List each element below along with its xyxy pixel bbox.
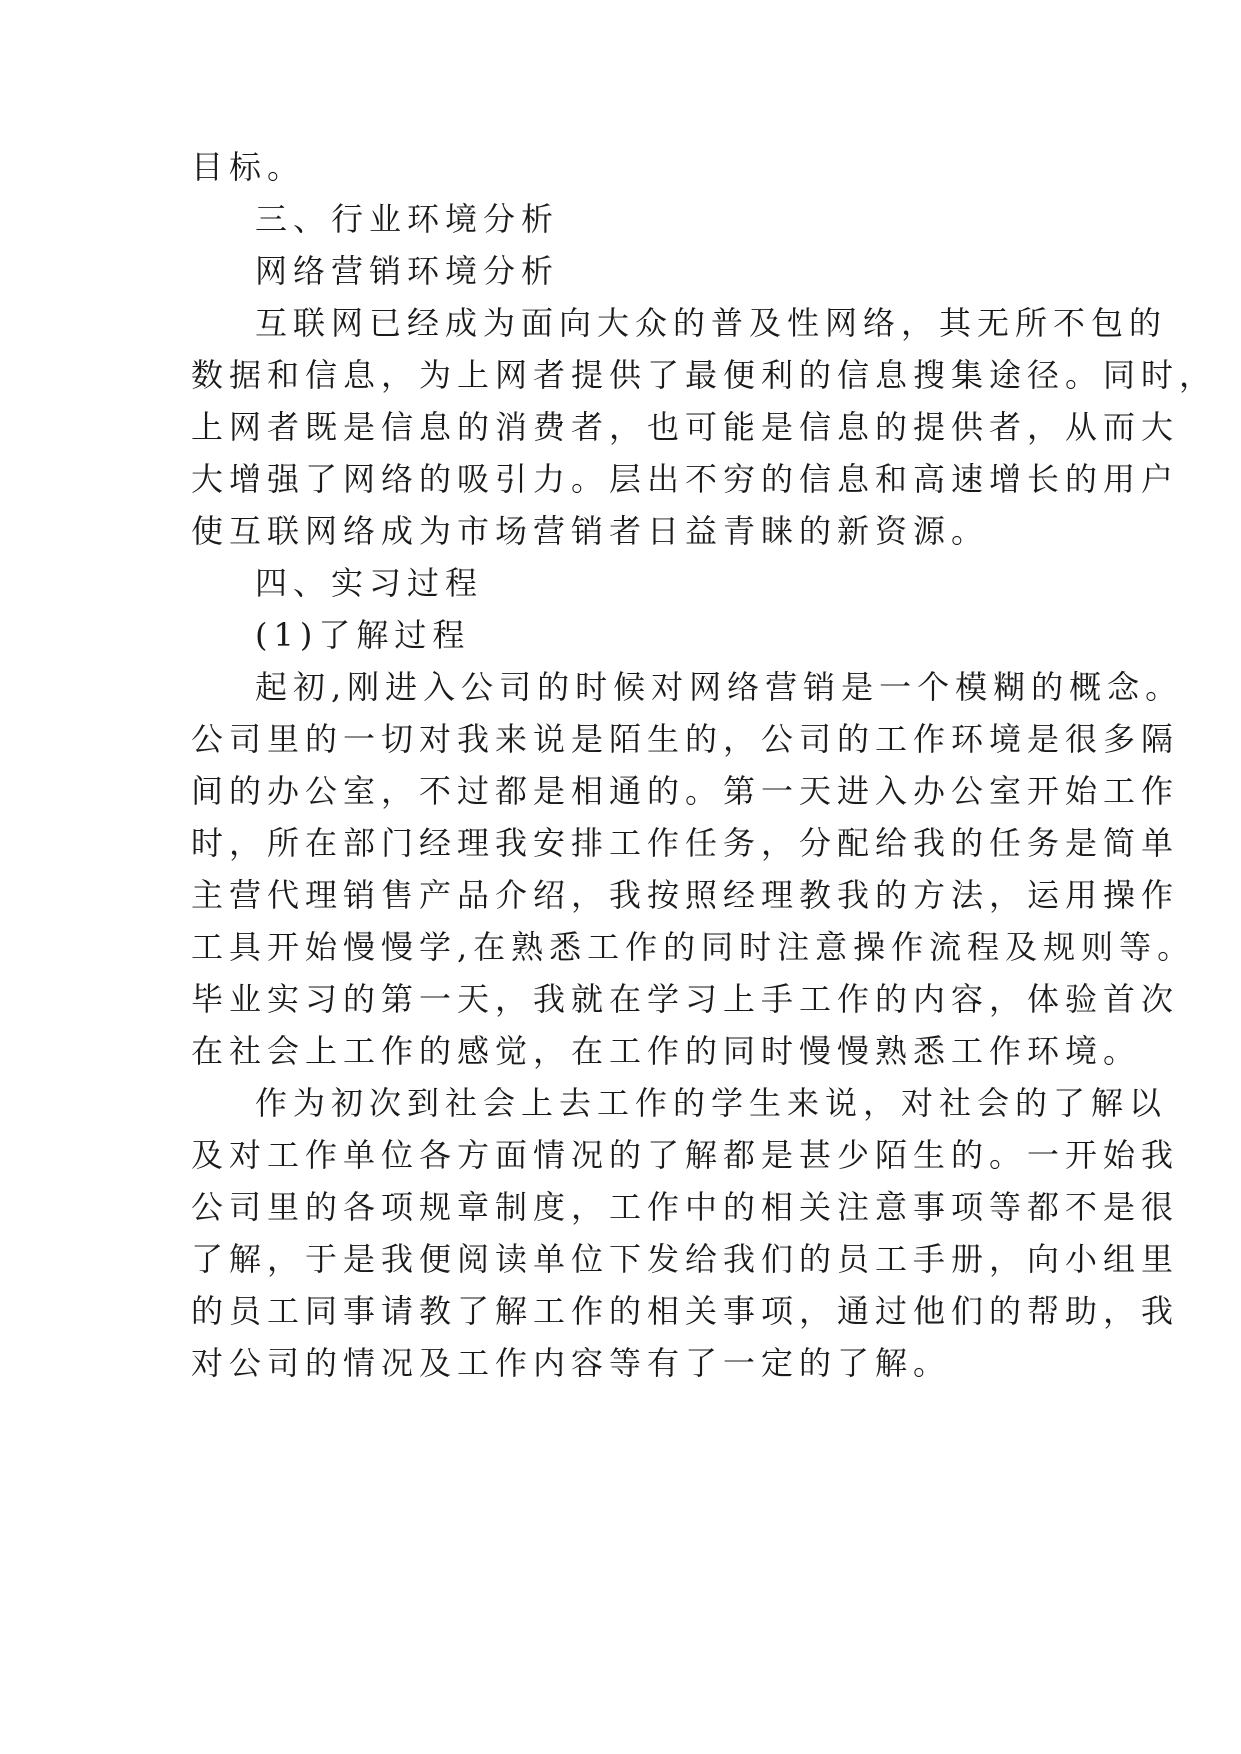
text-line: 作为初次到社会上去工作的学生来说，对社会的了解以	[255, 1084, 1168, 1122]
text-line: 对公司的情况及工作内容等有了一定的了解。	[191, 1344, 952, 1382]
subsection-heading: (1)了解过程	[255, 616, 471, 654]
text-line: 间的办公室，不过都是相通的。第一天进入办公室开始工作	[191, 772, 1180, 810]
text-line: 及对工作单位各方面情况的了解都是甚少陌生的。一开始我	[191, 1136, 1180, 1174]
text-line: 毕业实习的第一天，我就在学习上手工作的内容，体验首次	[191, 980, 1180, 1018]
text-line: 公司里的一切对我来说是陌生的，公司的工作环境是很多隔	[191, 720, 1180, 758]
text-line: 数据和信息，为上网者提供了最便利的信息搜集途径。同时，	[191, 356, 1218, 394]
text-line: 使互联网络成为市场营销者日益青睐的新资源。	[191, 512, 990, 550]
text-line: 在社会上工作的感觉，在工作的同时慢慢熟悉工作环境。	[191, 1032, 1142, 1070]
text-line: 上网者既是信息的消费者，也可能是信息的提供者，从而大	[191, 408, 1180, 446]
subsection-heading: 网络营销环境分析	[255, 252, 560, 290]
text-line: 了解，于是我便阅读单位下发给我们的员工手册，向小组里	[191, 1240, 1180, 1278]
text-line: 互联网已经成为面向大众的普及性网络，其无所不包的	[255, 304, 1168, 342]
text-line: 起初,刚进入公司的时候对网络营销是一个模糊的概念。	[255, 668, 1184, 706]
text-line: 大增强了网络的吸引力。层出不穷的信息和高速增长的用户	[191, 460, 1180, 498]
section-heading: 三、行业环境分析	[255, 200, 560, 238]
section-heading: 四、实习过程	[255, 564, 484, 602]
text-line: 公司里的各项规章制度，工作中的相关注意事项等都不是很	[191, 1188, 1180, 1226]
text-line: 主营代理销售产品介绍，我按照经理教我的方法，运用操作	[191, 876, 1180, 914]
text-line: 工具开始慢慢学,在熟悉工作的同时注意操作流程及规则等。	[191, 928, 1196, 966]
text-line: 目标。	[191, 148, 306, 186]
text-line: 的员工同事请教了解工作的相关事项，通过他们的帮助，我	[191, 1292, 1180, 1330]
text-line: 时，所在部门经理我安排工作任务，分配给我的任务是简单	[191, 824, 1180, 862]
